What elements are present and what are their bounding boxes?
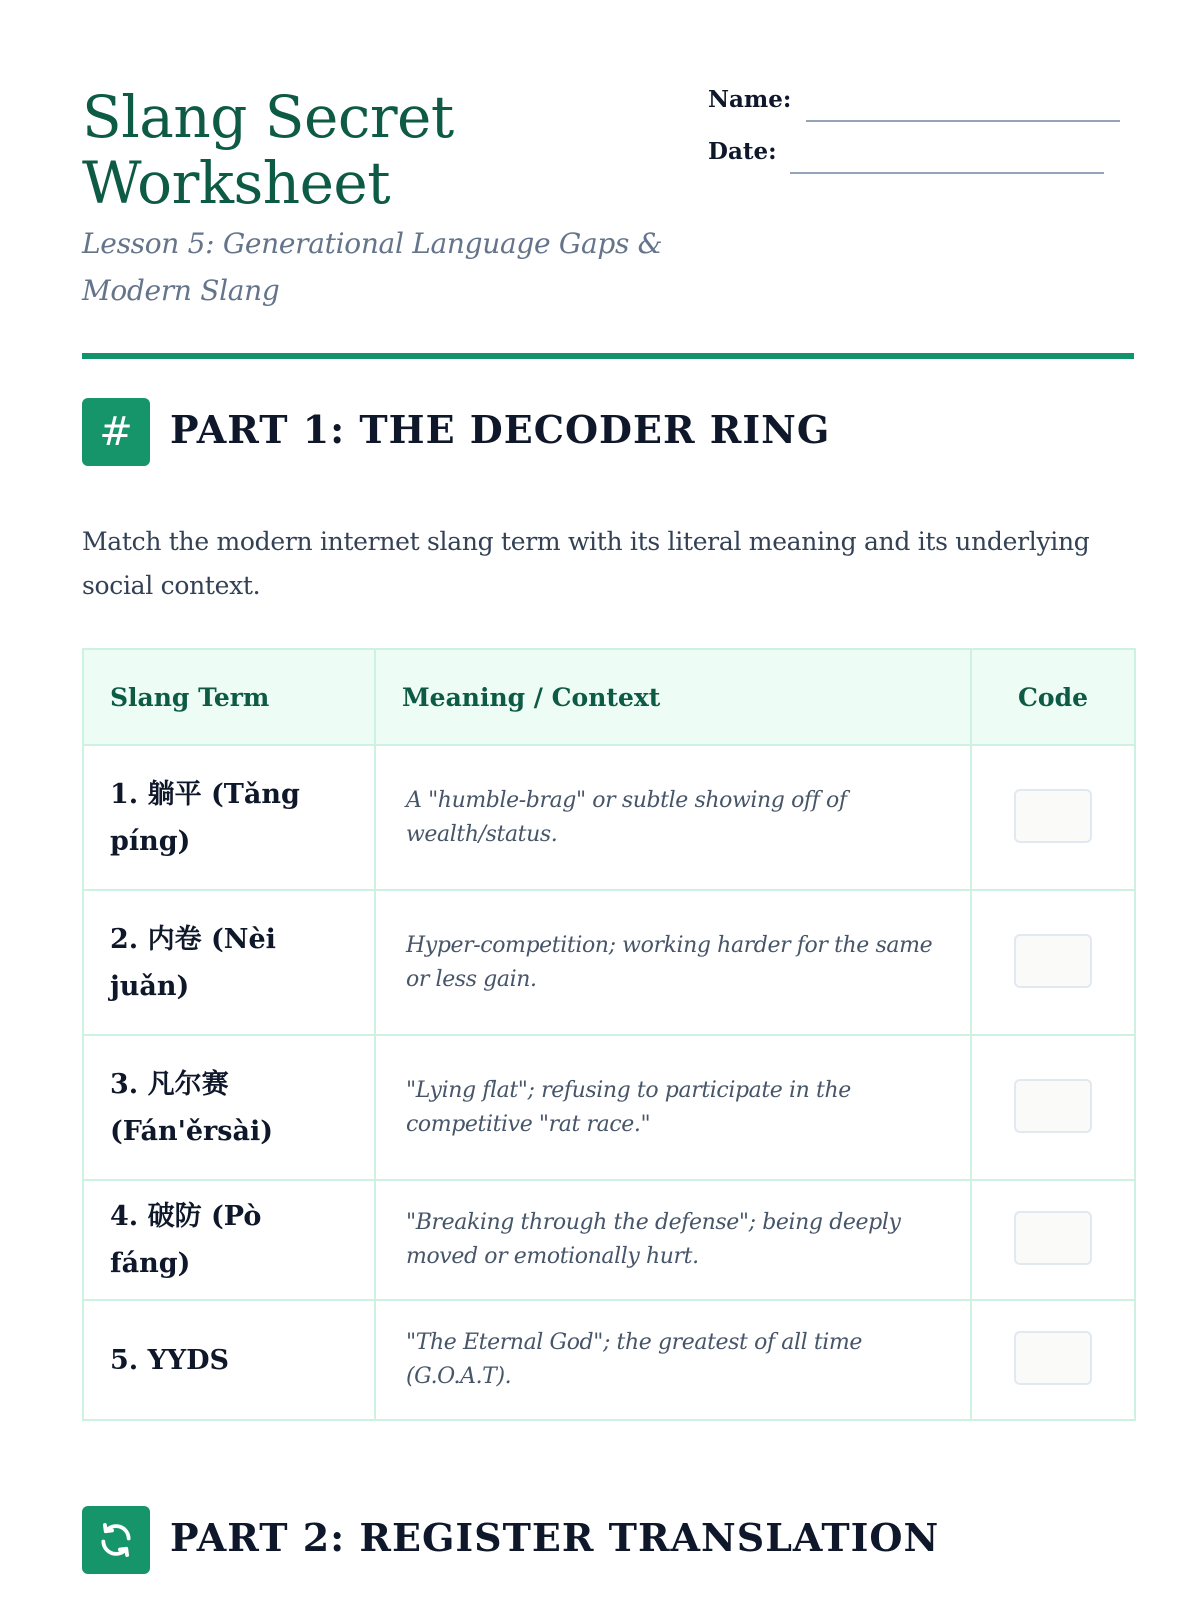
worksheet-page [82,0,1134,1600]
name-field [708,82,1122,122]
header-code: Code [971,649,1135,745]
meaning-context: "Lying flat"; refusing to participate in the competitive "rat race." [375,1035,971,1180]
meaning-context: "The Eternal God"; the greatest of all time (G.O.A.T). [375,1300,971,1420]
code-cell [971,1035,1135,1180]
name-line[interactable] [806,120,1120,122]
meaning-context: Hyper-competition; working harder for the same or less gain. [375,890,971,1035]
refresh-icon [82,1506,150,1574]
date-label: Date: [708,138,777,165]
part1-title: PART 1: THE DECODER RING [170,407,831,452]
code-input[interactable] [1014,789,1092,843]
table-row [83,1180,1135,1300]
date-field [708,134,1108,174]
code-cell [971,745,1135,890]
slang-term: 5. YYDS [83,1300,375,1420]
worksheet-title: Slang Secret Worksheet [82,83,454,217]
name-label: Name: [708,86,792,113]
worksheet-header [82,82,1134,354]
part2-title: PART 2: REGISTER TRANSLATION [170,1515,940,1560]
worksheet-subtitle: Lesson 5: Generational Language Gaps & Modern Slang [82,227,663,307]
code-cell [971,890,1135,1035]
part1-instructions: Match the modern internet slang term with its literal meaning and its underlying social context. [82,527,1090,600]
table-header-row [83,649,1135,745]
slang-term: 2. 内卷 (Nèi juǎn) [83,890,375,1035]
table-row [83,1300,1135,1420]
decoder-table [82,648,1136,1421]
header-divider [82,353,1134,359]
code-input[interactable] [1014,1331,1092,1385]
header-slang-term: Slang Term [83,649,375,745]
meaning-context: "Breaking through the defense"; being deeply moved or emotionally hurt. [375,1180,971,1300]
slang-term: 4. 破防 (Pò fáng) [83,1180,375,1300]
meaning-context: A "humble-brag" or subtle showing off of wealth/status. [375,745,971,890]
code-input[interactable] [1014,1211,1092,1265]
code-cell [971,1180,1135,1300]
header-meaning: Meaning / Context [375,649,971,745]
date-line[interactable] [790,172,1104,174]
slang-term: 3. 凡尔赛 (Fán'ěrsài) [83,1035,375,1180]
table-row [83,745,1135,890]
table-row [83,890,1135,1035]
hash-icon: # [82,398,150,466]
slang-term: 1. 躺平 (Tǎng píng) [83,745,375,890]
code-cell [971,1300,1135,1420]
code-input[interactable] [1014,1079,1092,1133]
part1-heading [82,398,1134,466]
part2-heading [82,1506,1134,1574]
table-row [83,1035,1135,1180]
code-input[interactable] [1014,934,1092,988]
